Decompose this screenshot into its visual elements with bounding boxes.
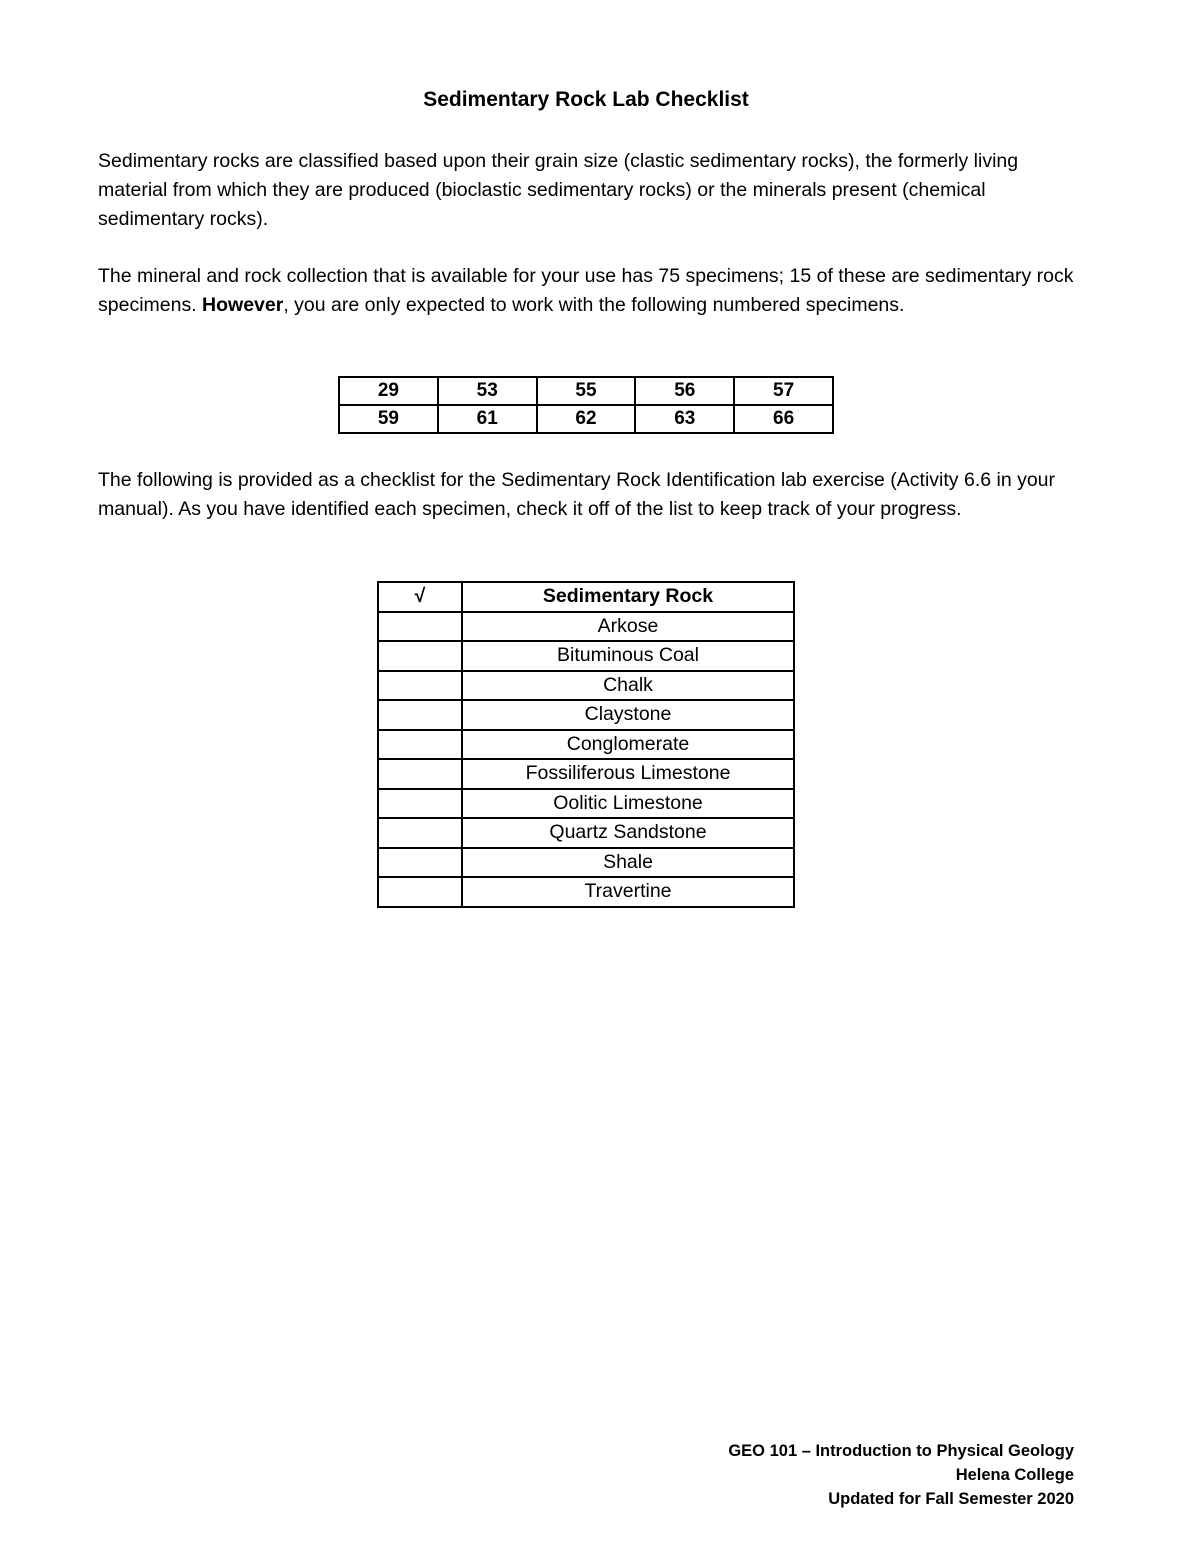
table-row: [378, 759, 794, 789]
rock-column-header: Sedimentary Rock: [462, 582, 794, 612]
footer-updated: Updated for Fall Semester 2020: [828, 1490, 1074, 1508]
check-box-cell[interactable]: [378, 848, 462, 878]
specimen-cell: 59: [339, 405, 438, 433]
table-row: [378, 700, 794, 730]
specimen-cell: 61: [438, 405, 537, 433]
rock-name-cell: Bituminous Coal: [462, 641, 794, 671]
table-row: [378, 612, 794, 642]
table-row: [378, 641, 794, 671]
intro-paragraph-1: Sedimentary rocks are classified based upon their grain size (clastic sedimentary rocks), the formerly living material from which they are produced (bioclastic sedimentary rocks) or the minerals present (chemical sedimentary rocks).: [98, 150, 1019, 230]
specimen-cell: 57: [734, 377, 833, 405]
table-row: [378, 671, 794, 701]
specimen-row-1: [339, 377, 833, 405]
specimen-cell: 53: [438, 377, 537, 405]
rock-name-cell: Fossiliferous Limestone: [462, 759, 794, 789]
check-box-cell[interactable]: [378, 612, 462, 642]
checklist-intro-paragraph: The following is provided as a checklist for the Sedimentary Rock Identification lab exercise (Activity 6.6 in your manual). As you have identified each specimen, check it off of the list to keep track of your progress.: [98, 469, 1056, 520]
footer-college: Helena College: [955, 1466, 1074, 1484]
check-box-cell[interactable]: [378, 877, 462, 907]
table-row: [378, 877, 794, 907]
specimen-cell: 56: [635, 377, 734, 405]
rock-name-cell: Quartz Sandstone: [462, 818, 794, 848]
table-row: [378, 848, 794, 878]
paragraph-2-text-end: , you are only expected to work with the following numbered specimens.: [283, 294, 905, 316]
check-box-cell[interactable]: [378, 759, 462, 789]
rock-name-cell: Arkose: [462, 612, 794, 642]
rock-name-cell: Oolitic Limestone: [462, 789, 794, 819]
specimen-cell: 55: [537, 377, 636, 405]
page-footer: [728, 1439, 1074, 1511]
intro-paragraph-2: [98, 262, 1078, 320]
rock-name-cell: Shale: [462, 848, 794, 878]
check-box-cell[interactable]: [378, 671, 462, 701]
specimen-cell: 29: [339, 377, 438, 405]
specimen-cell: 66: [734, 405, 833, 433]
check-box-cell[interactable]: [378, 641, 462, 671]
check-box-cell[interactable]: [378, 818, 462, 848]
paragraph-2-bold-word: However: [202, 294, 284, 316]
check-box-cell[interactable]: [378, 700, 462, 730]
rock-name-cell: Chalk: [462, 671, 794, 701]
checklist-header-row: [378, 582, 794, 612]
table-row: [378, 789, 794, 819]
page-title: Sedimentary Rock Lab Checklist: [423, 88, 749, 111]
specimen-cell: 62: [537, 405, 636, 433]
rock-name-cell: Claystone: [462, 700, 794, 730]
rock-name-cell: Conglomerate: [462, 730, 794, 760]
paragraph-2-text-start: The mineral and rock collection that is available for your use has 75 specimens; 15 of these are sedimentary rock specimens.: [98, 265, 1074, 316]
specimen-row-2: [339, 405, 833, 433]
footer-course: GEO 101 – Introduction to Physical Geology: [728, 1442, 1074, 1460]
table-row: [378, 730, 794, 760]
check-column-header: √: [378, 582, 462, 612]
specimen-number-table: [338, 376, 834, 434]
sedimentary-rock-checklist: [377, 581, 795, 908]
rock-name-cell: Travertine: [462, 877, 794, 907]
table-row: [378, 818, 794, 848]
specimen-cell: 63: [635, 405, 734, 433]
check-box-cell[interactable]: [378, 789, 462, 819]
check-box-cell[interactable]: [378, 730, 462, 760]
